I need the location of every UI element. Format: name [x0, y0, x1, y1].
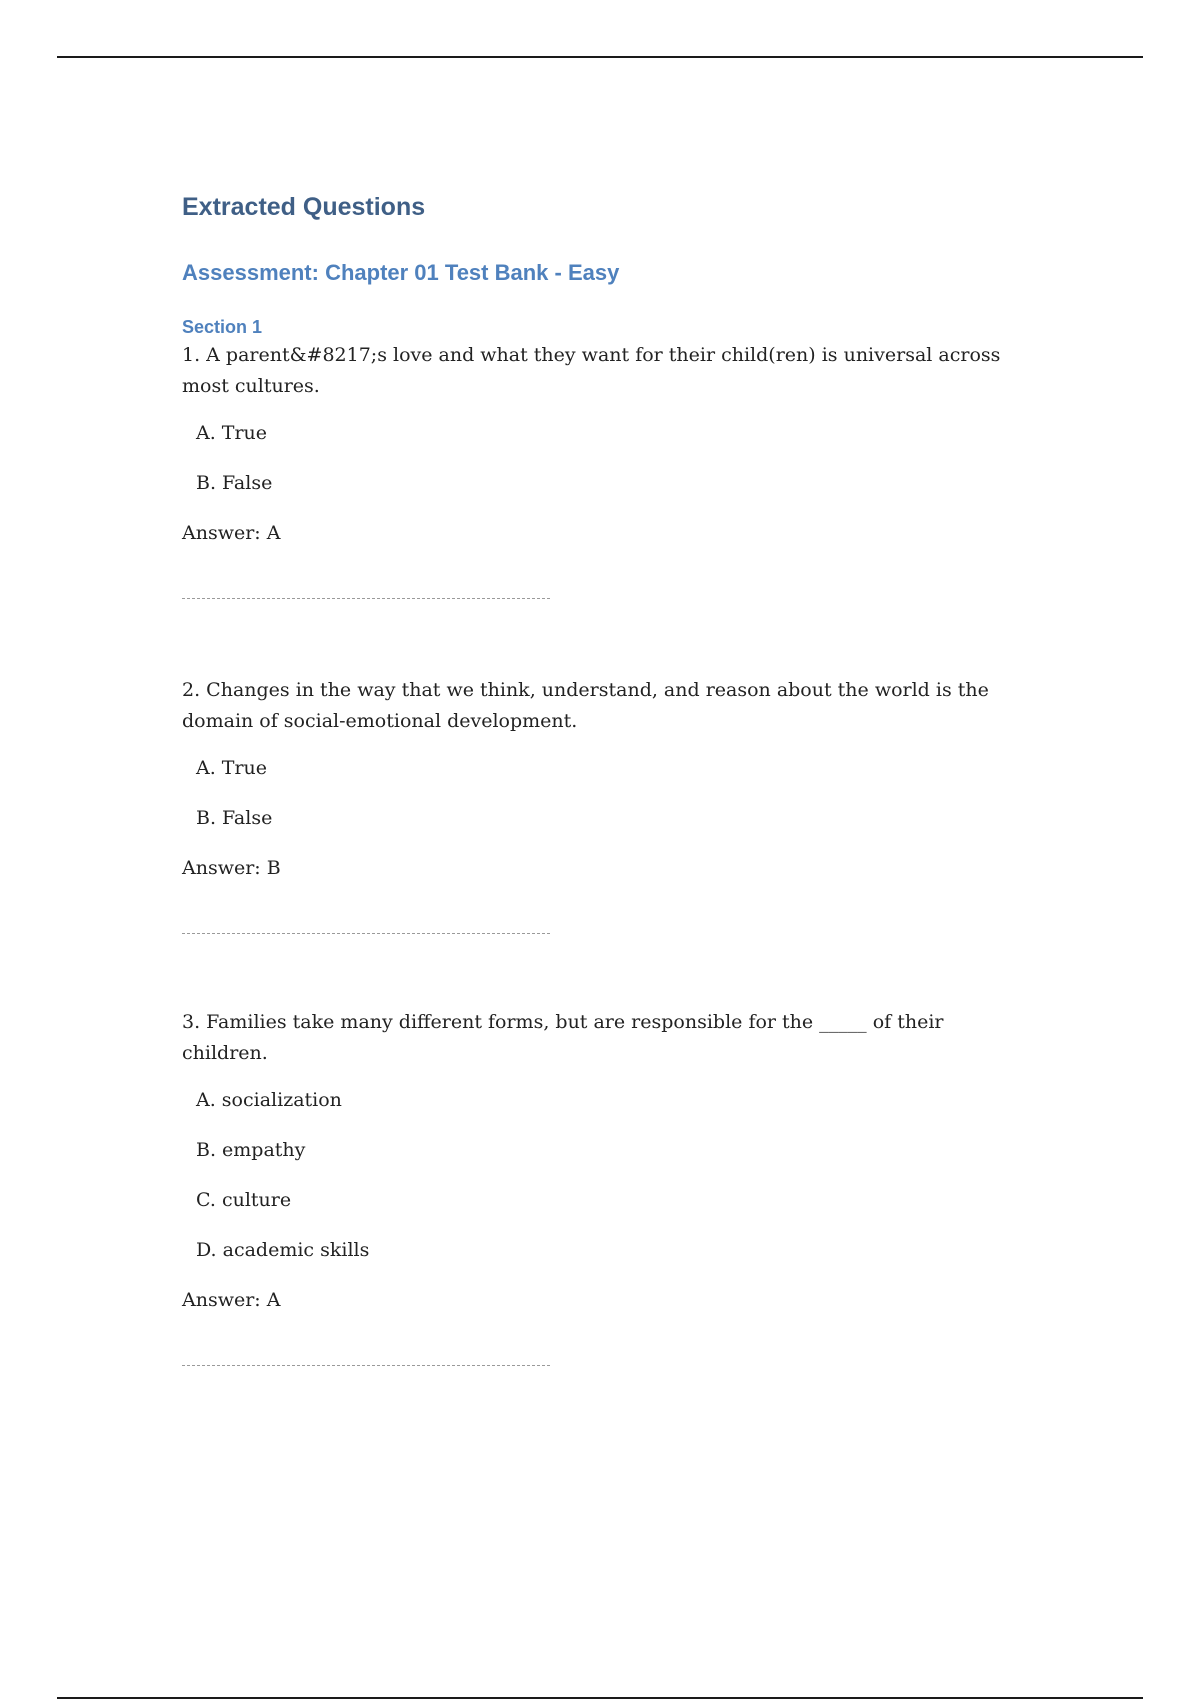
section-label: Section 1 — [182, 317, 263, 337]
footer-rule — [57, 1697, 1143, 1699]
answer-option: A. socialization — [196, 1089, 342, 1111]
question-text: 3. Families take many different forms, but are responsible for the _____ of their children. — [182, 1011, 944, 1064]
answer-option: A. True — [196, 757, 268, 779]
document-title: Extracted Questions — [182, 193, 426, 221]
answer-option: A. True — [196, 422, 268, 444]
question-3 — [182, 1007, 1042, 1366]
question-separator — [182, 933, 550, 934]
answer-key: Answer: B — [182, 857, 281, 879]
answer-key: Answer: A — [182, 1289, 281, 1311]
question-separator — [182, 1365, 550, 1366]
answer-option: B. empathy — [196, 1139, 306, 1161]
answer-key: Answer: A — [182, 522, 281, 544]
answer-option: D. academic skills — [196, 1239, 370, 1261]
answer-option: B. False — [196, 472, 273, 494]
answer-option: B. False — [196, 807, 273, 829]
question-separator — [182, 598, 550, 599]
question-1 — [182, 340, 1042, 599]
document-body — [182, 190, 1042, 1366]
header-rule — [57, 56, 1143, 58]
assessment-heading: Assessment: Chapter 01 Test Bank - Easy — [182, 260, 620, 285]
question-2 — [182, 675, 1042, 934]
question-text: 1. A parent&#8217;s love and what they want for their child(ren) is universal across most cultures. — [182, 344, 1001, 397]
answer-option: C. culture — [196, 1189, 292, 1211]
question-text: 2. Changes in the way that we think, understand, and reason about the world is the domain of social-emotional development. — [182, 679, 989, 732]
